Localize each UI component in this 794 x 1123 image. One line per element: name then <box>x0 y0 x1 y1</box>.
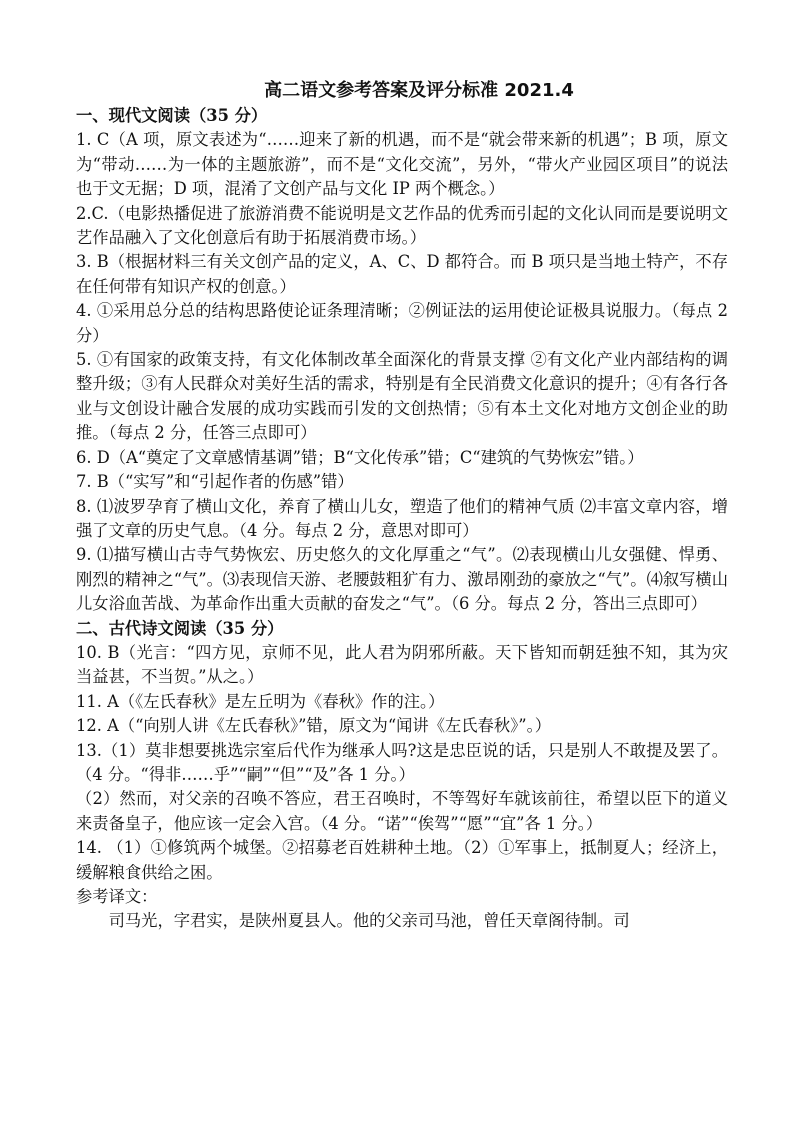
answer-item-14: 14. （1）①修筑两个城堡。②招募老百姓耕种土地。（2）①军事上，抵制夏人；经济上，缓解粮食供给之困。 <box>76 838 728 882</box>
answer-item-12: 12. A（“向别人讲《左氏春秋》”错，原文为“闻讲《左氏春秋》”。） <box>76 716 552 736</box>
answer-item-10: 10. B（光言：“四方见，京师不见，此人君为阴邪所蔽。天下皆知而朝廷独不知，其为灾当益甚，不当贺。”从之。） <box>76 642 728 687</box>
answer-item-9: 9. ⑴描写横山古寺气势恢宏、历史悠久的文化厚重之“气”。⑵表现横山儿女强健、悍勇、刚烈的精神之“气”。⑶表现信天游、老腰鼓粗犷有力、激昂刚劲的豪放之“气”。⑷叙写横山儿女浴血苦战、为革命作出重大贡献的奋发之“气”。（6 分。每点 2 分，答出三点即可） <box>76 545 728 614</box>
answer-item-8: 8. ⑴波罗孕育了横山文化，养育了横山儿女，塑造了他们的精神气质 ⑵丰富文章内容，增强了文章的历史气息。（4 分。每点 2 分，意思对即可） <box>76 496 728 540</box>
answer-item-3: 3. B（根据材料三有关文创产品的定义，A、C、D 都符合。而 B 项只是当地土特产，不存在任何带有知识产权的创意。） <box>76 252 728 296</box>
answer-item-4: 4. ①采用总分总的结构思路使论证条理清晰；②例证法的运用使论证极具说服力。（每点 2 分） <box>76 301 728 345</box>
answer-item-5: 5. ①有国家的政策支持，有文化体制改革全面深化的背景支撑 ②有文化产业内部结构的调整升级；③有人民群众对美好生活的需求，特别是有全民消费文化意识的提升；④有各行各业与文创设计融合发展的成功实践而引发的文创热情；⑤有本土文化对地方文创企业的助推。（每点 2 分，任答三点即可） <box>76 350 728 443</box>
answer-item-1: 1. C（A 项，原文表述为“……迎来了新的机遇，而不是“就会带来新的机遇”；B 项，原文为“带动……为一体的主题旅游”，而不是“文化交流”，另外，“带火产业园区项目”的说法也于文无据；D 项，混淆了文创产品与文化 IP 两个概念。） <box>76 130 728 199</box>
reference-translation-text: 司马光，字君实，是陕州夏县人。他的父亲司马池，曾任天章阁待制。司 <box>108 911 630 931</box>
answer-item-13-part-2: （2）然而，对父亲的召唤不答应，君王召唤时，不等驾好车就该前往，希望以臣下的道义来责备皇子，他应该一定会入宫。（4 分。“诺”“俟驾”“愿”“宜”各 1 分。） <box>76 789 728 833</box>
answer-item-2: 2.C.（电影热播促进了旅游消费不能说明是文艺作品的优秀而引起的文化认同而是要说明文艺作品融入了文化创意后有助于拓展消费市场。） <box>76 203 728 248</box>
section-heading-modern-reading: 一、现代文阅读（35 分） <box>76 106 268 125</box>
section-heading-classical-reading: 二、古代诗文阅读（35 分） <box>76 618 284 638</box>
answer-document <box>76 78 728 934</box>
reference-translation-label: 参考译文： <box>76 887 158 906</box>
page-title: 高二语文参考答案及评分标准 2021.4 <box>264 80 574 101</box>
answer-item-6: 6. D（A“奠定了文章感情基调”错；B“文化传承”错；C“建筑的气势恢宏”错。） <box>76 447 644 467</box>
answer-item-7: 7. B（“实写”和“引起作者的伤感”错） <box>76 472 354 492</box>
answer-item-13-part-1: 13.（1）莫非想要挑选宗室后代作为继承人吗?这是忠臣说的话，只是别人不敢提及罢了。（4 分。“得非……乎”“嗣”“但”“及”各 1 分。） <box>76 740 728 784</box>
answer-item-11: 11. A（《左氏春秋》是左丘明为《春秋》作的注。） <box>76 691 445 711</box>
